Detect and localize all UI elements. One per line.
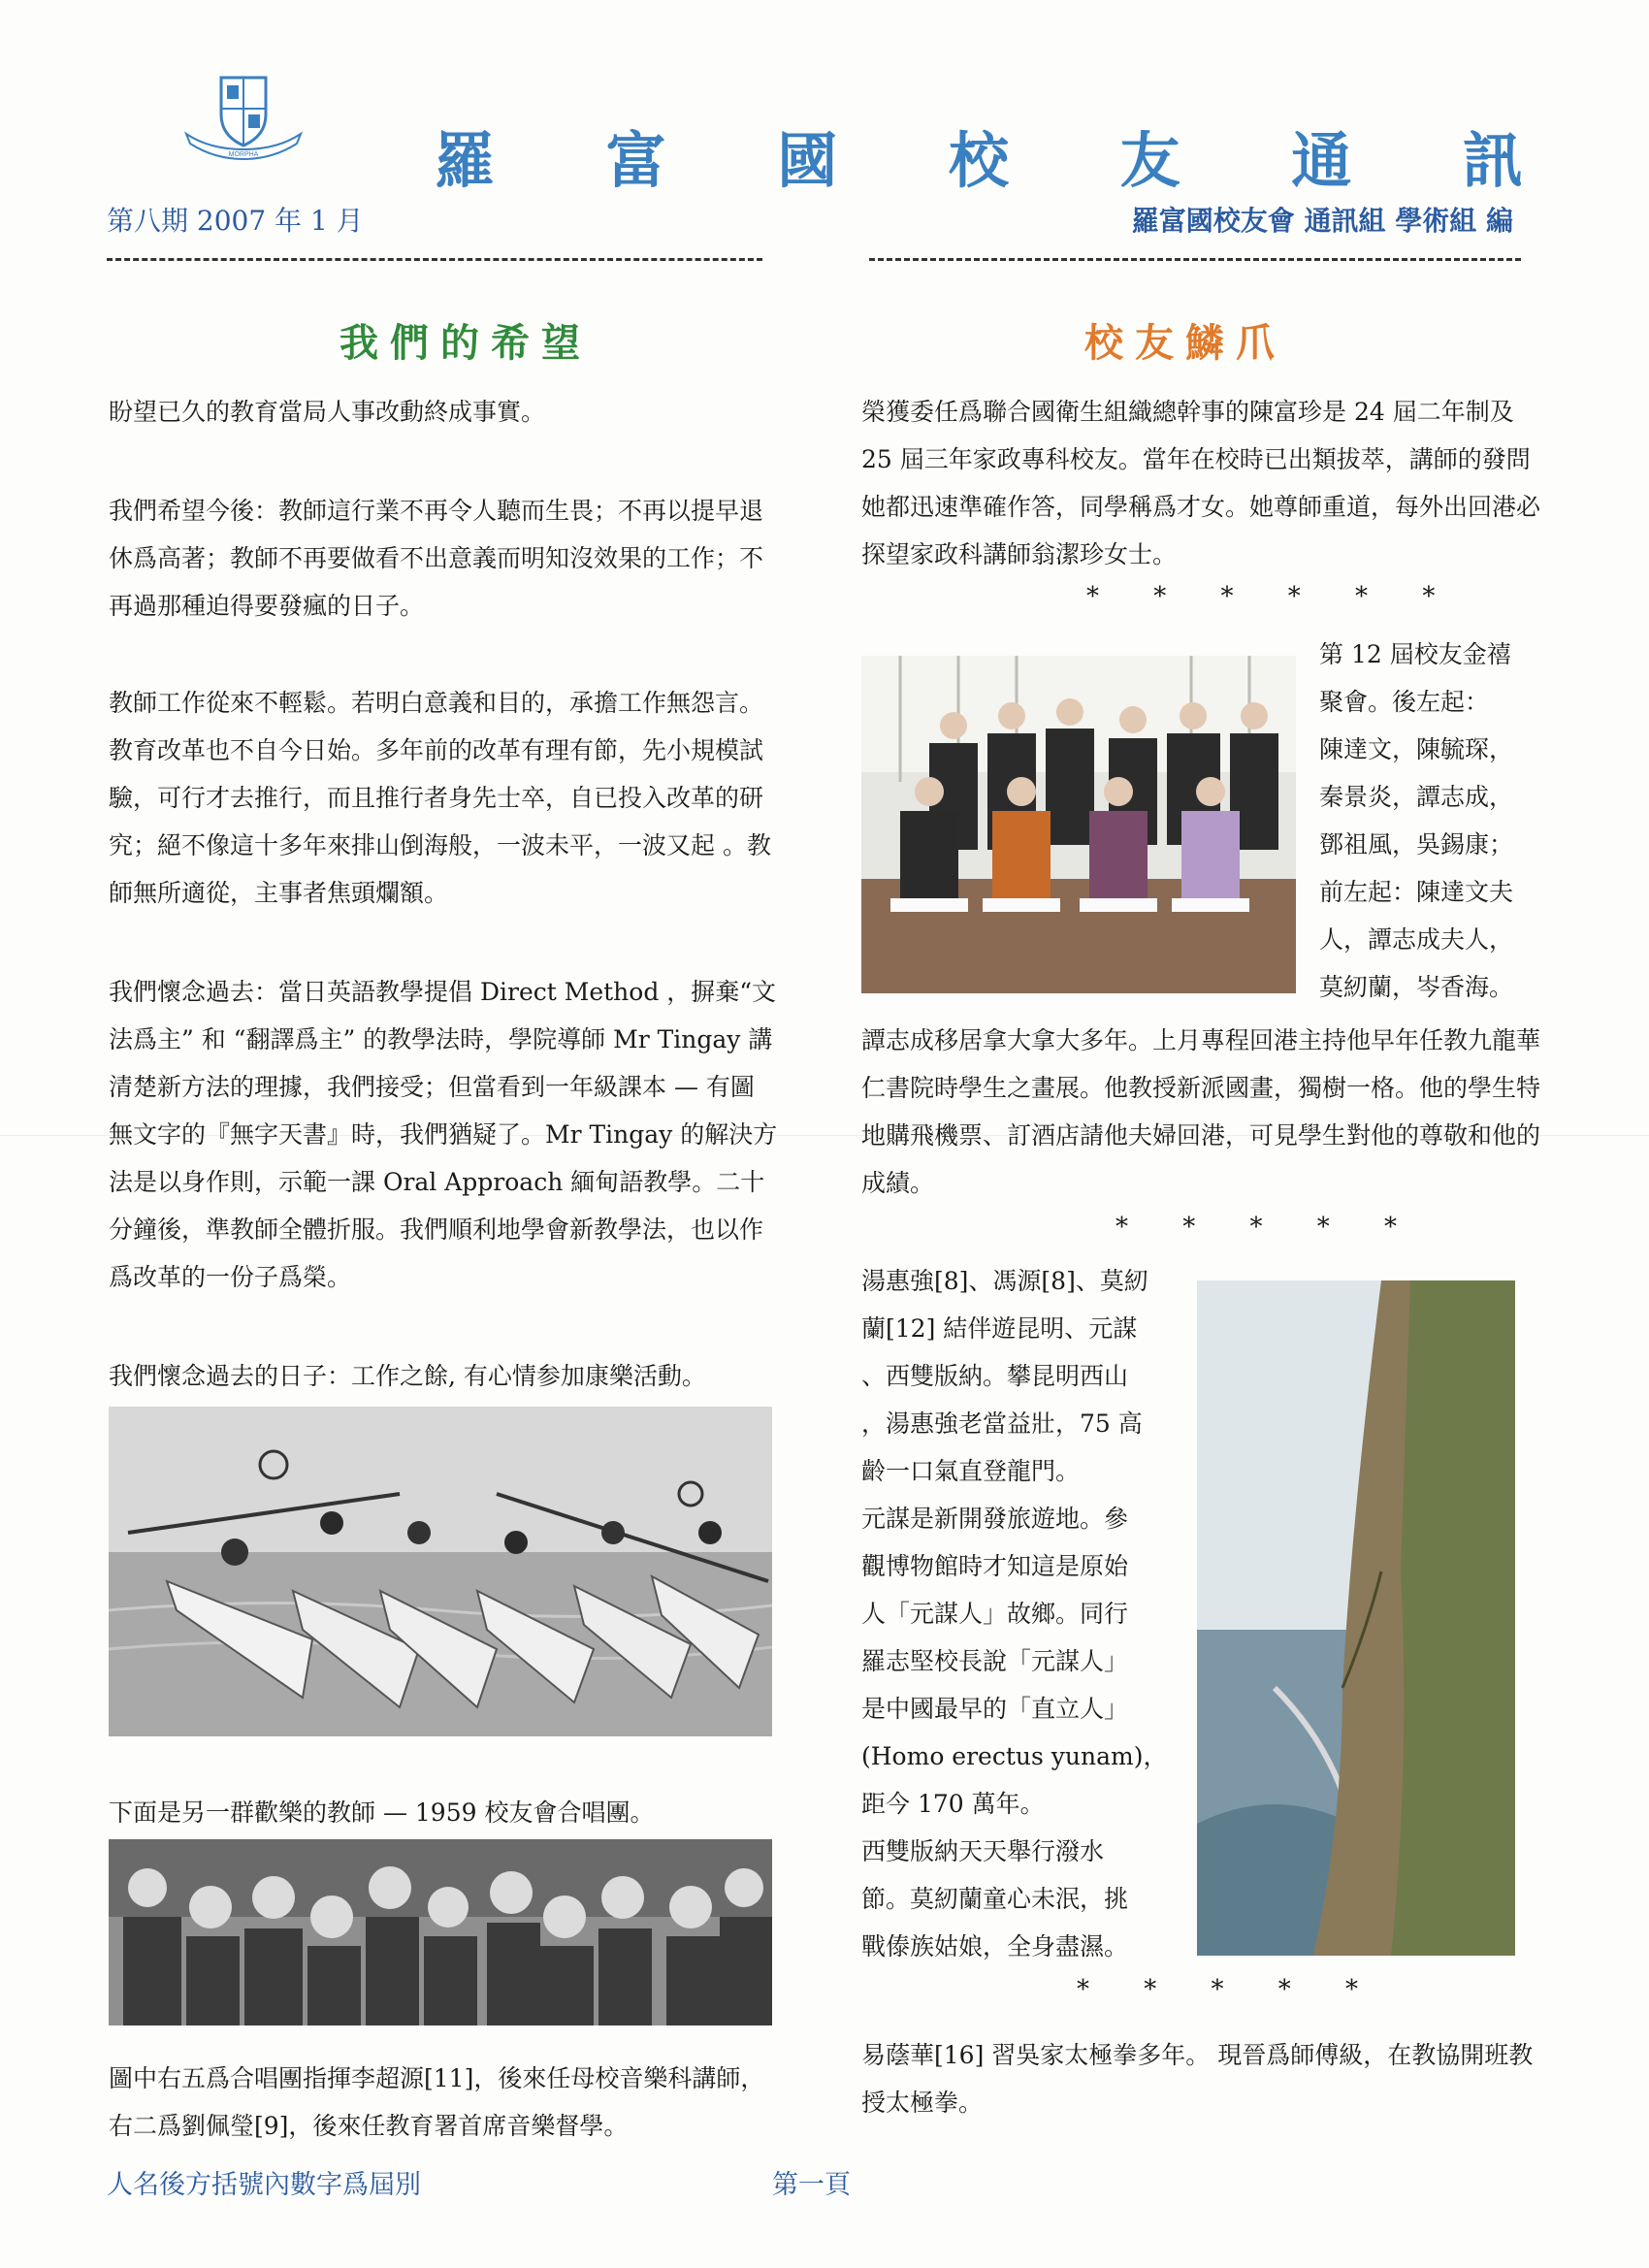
story-line: 齡一口氣直登龍門。 (861, 1457, 1081, 1485)
caption-line: 聚會。後左起： (1319, 688, 1490, 716)
masthead-char: 通 (1291, 125, 1354, 196)
paragraph: 我們希望今後：教師這行業不再令人聽而生畏；不再以提早退休爲高著；教師不再要做看不出意義而明知沒效果的工作；不再過那種迫得要發瘋的日子。 (109, 497, 764, 620)
story-line: 觀博物館時才知這是原始 (861, 1552, 1129, 1580)
divider-right (869, 258, 1521, 261)
story-line: 距今 170 萬年。 (861, 1790, 1045, 1818)
masthead-char: 國 (777, 125, 840, 196)
story-line: 是中國最早的「直立人」 (861, 1695, 1129, 1723)
editor-credit: 羅富國校友會 通訊組 學術組 編 (1131, 205, 1513, 237)
school-crest-icon (180, 72, 307, 165)
story-line: (Homo erectus yunam)， (861, 1742, 1168, 1770)
separator-stars: * * * * * * (1086, 582, 1459, 611)
reunion-caption (1319, 631, 1552, 1011)
reunion-photo (861, 656, 1296, 993)
caption-line: 鄧祖風，吳錫康； (1319, 830, 1514, 859)
caption-line: 秦景炎，譚志成， (1319, 783, 1514, 811)
story-line: 羅志堅校長說「元謀人」 (861, 1647, 1129, 1675)
kayak-photo (109, 1407, 772, 1736)
masthead-char: 羅 (434, 125, 497, 196)
caption-line: 莫紉蘭，岑香海。 (1319, 973, 1514, 1001)
paragraph: 教師工作從來不輕鬆。若明白意義和目的，承擔工作無怨言。教育改革也不自今日始。多年前的改革有理有節，先小規模試驗，可行才去推行，而且推行者身先士卒，自已投入改革的研究；絕不像這十多年來排山倒海般，一波未平，一波又起 。教師無所適從，主事者焦頭爛額。 (109, 689, 771, 907)
travel-story (861, 1257, 1191, 1970)
masthead-char: 富 (605, 125, 668, 196)
paragraph: 盼望已久的教育當局人事改動終成事實。 (109, 398, 546, 426)
paragraph: 我們懷念過去的日子：工作之餘, 有心情参加康樂活動。 (109, 1362, 706, 1390)
story-line: ，湯惠強老當益壯，75 高 (861, 1409, 1143, 1438)
cliff-photo (1197, 1280, 1515, 1956)
masthead-char: 訊 (1462, 125, 1525, 196)
issue-date: 第八期 2007 年 1 月 (107, 205, 364, 237)
masthead-char: 校 (948, 125, 1011, 196)
paragraph: 譚志成移居拿大拿大多年。上月專程回港主持他早年任教九龍華仁書院時學生之畫展。他教授新派國畫，獨樹一格。他的學生特地購飛機票、訂酒店請他夫婦回港，可見學生對他的尊敬和他的成績。 (861, 1026, 1541, 1197)
masthead-title (417, 113, 1542, 196)
paragraph: 下面是另一群歡樂的教師 — 1959 校友會合唱團。 (109, 1798, 655, 1827)
caption-line: 前左起：陳達文夫 (1319, 878, 1514, 906)
separator-stars: * * * * * (1077, 1975, 1382, 2004)
caption-line: 陳達文，陳毓琛， (1319, 735, 1514, 763)
section-title-alumni-news: 校友鱗爪 (1084, 320, 1286, 366)
story-line: 戰傣族姑娘，全身盡濕。 (861, 1932, 1129, 1960)
story-line: 西雙版納天天舉行潑水 (861, 1837, 1105, 1865)
masthead-char: 友 (1119, 125, 1182, 196)
paragraph: 圖中右五爲合唱團指揮李超源[11]，後來任母校音樂科講師，右二爲劉佩瑩[9]，後來任教育署首席音樂督學。 (109, 2064, 765, 2140)
story-line: 、西雙版納。攀昆明西山 (861, 1362, 1129, 1390)
story-line: 元謀是新開發旅遊地。參 (861, 1505, 1129, 1533)
story-line: 蘭[12] 結伴遊昆明、元謀 (861, 1314, 1138, 1343)
story-line: 人「元謀人」故鄉。同行 (861, 1600, 1129, 1628)
story-line: 節。莫紉蘭童心未泯，挑 (861, 1885, 1129, 1913)
footer-note: 人名後方括號內數字爲屆別 (107, 2170, 421, 2200)
caption-line: 第 12 屆校友金禧 (1319, 640, 1511, 668)
paragraph: 我們懷念過去：當日英語教學提倡 Direct Method ，摒棄“文法爲主” 和 “翻譯爲主” 的教學法時，學院導師 Mr Tingay 講清楚新方法的理據，我們接受；但當看到一年級課本 — 有圖無文字的『無字天書』時，我們猶疑了。Mr Tingay 的解決方法是以身作則，示範一課 Oral Approach 緬甸語教學。二十分鐘後，準教師全體折服。我們順利地學會新教學法，也以作爲改革的一份子爲榮。 (109, 978, 778, 1291)
divider-left (107, 258, 762, 261)
section-title-hope: 我們的希望 (340, 320, 592, 366)
page-number: 第一頁 (772, 2170, 851, 2200)
story-line: 湯惠強[8]、馮源[8]、莫紉 (861, 1267, 1148, 1295)
caption-line: 人，譚志成夫人， (1319, 925, 1514, 954)
paragraph: 榮獲委任爲聯合國衛生組織總幹事的陳富珍是 24 屆二年制及 25 屆三年家政專科校友。當年在校時已出類拔萃，講師的發問她都迅速準確作答，同學稱爲才女。她尊師重道，每外出回港必探望家政科講師翁潔珍女士。 (861, 398, 1541, 568)
separator-stars: * * * * * (1116, 1213, 1421, 1242)
choir-photo (109, 1839, 772, 2025)
crest-label: MORPHA (228, 151, 259, 158)
paragraph: 易蔭華[16] 習吳家太極拳多年。 現晉爲師傅級，在教協開班教授太極拳。 (861, 2041, 1534, 2117)
